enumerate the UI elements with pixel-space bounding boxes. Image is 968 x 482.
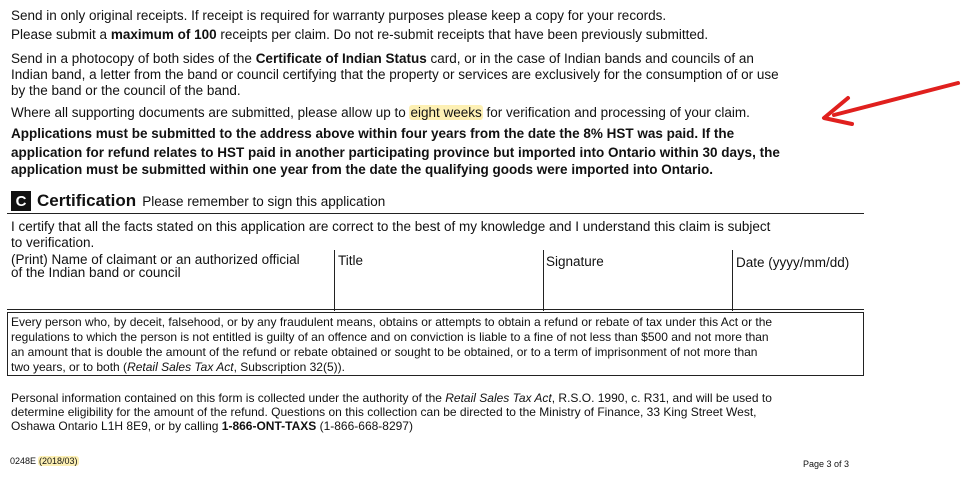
title-field-divider xyxy=(334,250,335,311)
eight-weeks-highlight: eight weeks xyxy=(410,105,482,120)
penalty-notice-box xyxy=(7,312,864,376)
section-title: Certification xyxy=(37,191,137,210)
privacy-line-1-post: , R.S.O. 1990, c. R31, and will be used to xyxy=(551,391,772,405)
form-identifier xyxy=(10,456,79,466)
section-divider xyxy=(7,213,864,214)
certificate-bold: Certificate of Indian Status xyxy=(255,51,427,66)
certification-statement-2: to verification. xyxy=(11,235,95,250)
certificate-post: card, or in the case of Indian bands and councils of an xyxy=(426,51,754,66)
penalty-line-3: an amount that is double the amount of the refund or rebate obtained or sought to be obtained, or to a term of imprisonment of not more than xyxy=(11,345,758,359)
privacy-line-1-pre: Personal information contained on this form is collected under the authority of the xyxy=(11,391,446,405)
submission-rule-2: application for refund relates to HST paid in another participating province but imported into Ontario within 30 days, the xyxy=(11,145,780,160)
privacy-line-3-pre: Oshawa Ontario L1H 8E9, or by calling xyxy=(11,419,222,433)
certification-section-header xyxy=(11,191,385,211)
privacy-line-2: determine eligibility for the amount of the refund. Questions on this collection can be directed to the Ministry of Finance, 33 King Street West, xyxy=(11,405,757,419)
penalty-line-2: regulations to which the person is not entitled is guilty of an offence and on conviction is liable to a fine of not less than $500 and not more than xyxy=(11,330,769,344)
instruction-processing-time xyxy=(11,105,750,121)
submission-rule-3: application must be submitted within one year from the date the qualifying goods were imported into Ontario. xyxy=(11,162,714,177)
signature-field-divider xyxy=(543,250,544,311)
title-field-label: Title xyxy=(338,253,364,268)
penalty-line-1: Every person who, by deceit, falsehood, or by any fraudulent means, obtains or attempts to obtain a refund or rebate of tax under this Act or the xyxy=(11,315,773,329)
section-letter-badge: C xyxy=(11,191,31,211)
signature-row-bottom-rule xyxy=(7,309,864,310)
form-id: 0248E xyxy=(10,456,37,466)
privacy-line-3 xyxy=(11,419,413,433)
certificate-pre: Send in a photocopy of both sides of the xyxy=(11,51,256,66)
section-subtitle: Please remember to sign this application xyxy=(142,193,386,209)
date-field-label: Date (yyyy/mm/dd) xyxy=(736,255,850,270)
contact-phone: 1-866-ONT-TAXS xyxy=(221,419,317,433)
certification-statement-1: I certify that all the facts stated on this application are correct to the best of my knowledge and I understand this claim is subject xyxy=(11,219,771,234)
instruction-original-receipts: Send in only original receipts. If receipt is required for warranty purposes please keep a copy for your records. xyxy=(11,8,667,23)
max-receipts-post: receipts per claim. Do not re-submit receipts that have been previously submitted. xyxy=(216,27,709,42)
page-number: Page 3 of 3 xyxy=(803,459,850,469)
signature-field-label: Signature xyxy=(546,254,604,269)
processing-pre: Where all supporting documents are submitted, please allow up to xyxy=(11,105,410,120)
penalty-line-4-post: , Subscription 32(5)). xyxy=(233,360,345,374)
max-receipts-bold: maximum of 100 xyxy=(110,27,217,42)
penalty-act-name: Retail Sales Tax Act xyxy=(127,360,234,374)
name-field-label: (Print) Name of claimant or an authorized official xyxy=(11,252,300,267)
privacy-line-3-post: (1-866-668-8297) xyxy=(316,419,413,433)
date-field-divider xyxy=(732,250,733,311)
max-receipts-pre: Please submit a xyxy=(11,27,111,42)
red-arrow-annotation xyxy=(818,78,963,128)
processing-post: for verification and processing of your claim. xyxy=(482,105,750,120)
privacy-line-1 xyxy=(11,391,772,405)
penalty-line-4-pre: two years, or to both ( xyxy=(11,360,128,374)
penalty-line-4 xyxy=(11,360,345,375)
instruction-band-council: by the band or the council of the band. xyxy=(11,83,241,98)
privacy-act-name: Retail Sales Tax Act xyxy=(445,391,552,405)
form-date-highlight: (2018/03) xyxy=(39,456,78,466)
instruction-certificate xyxy=(11,51,754,67)
submission-rule-1: Applications must be submitted to the address above within four years from the date the 8% HST was paid. If the xyxy=(11,126,735,141)
name-field-label-line2: of the Indian band or council xyxy=(11,265,181,280)
instruction-band-letter: Indian band, a letter from the band or council certifying that the property or services are exclusively for the consumption of or use xyxy=(11,67,779,82)
instruction-max-receipts xyxy=(11,27,708,43)
